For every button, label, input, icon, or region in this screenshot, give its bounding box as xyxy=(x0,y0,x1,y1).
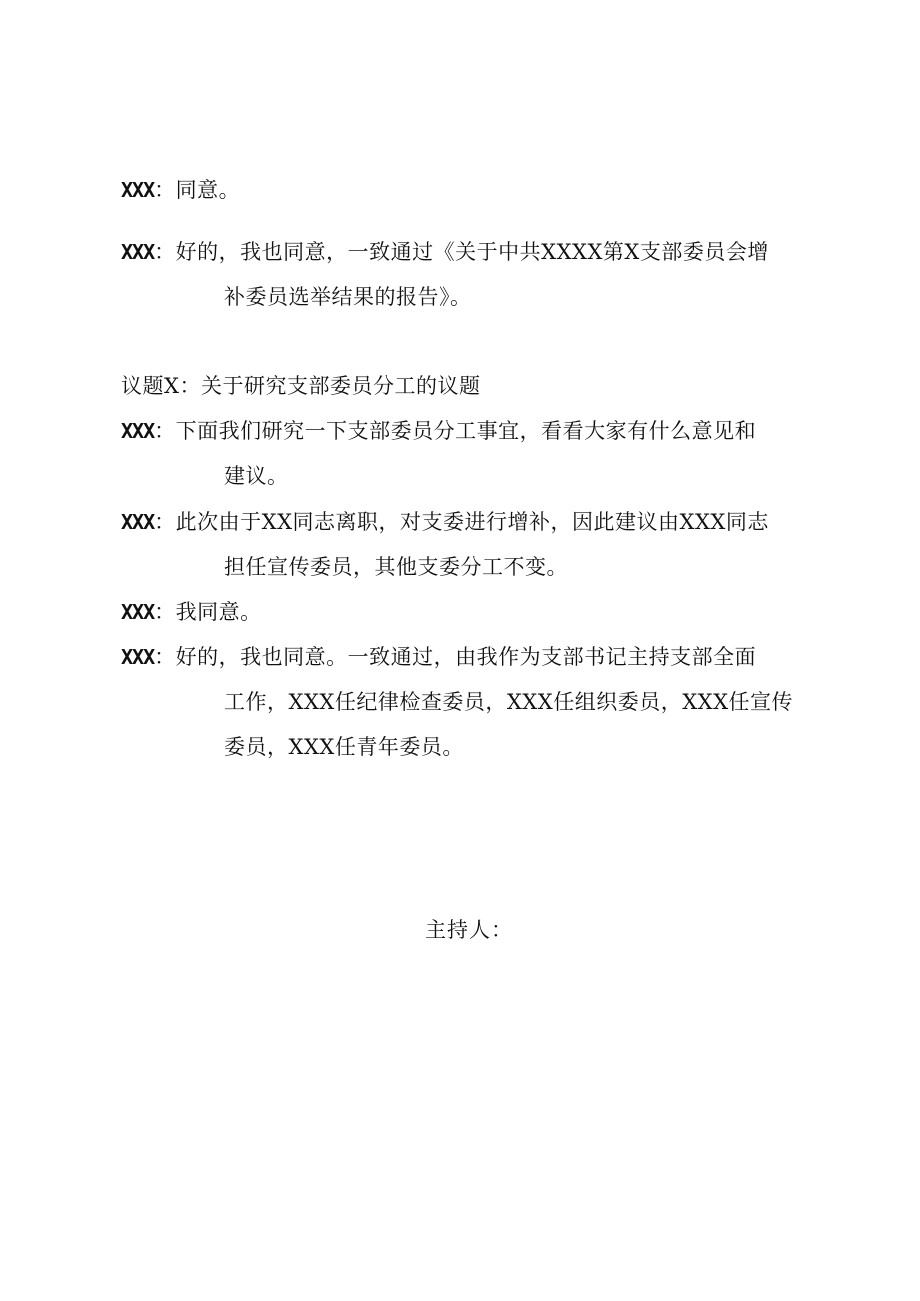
speaker-separator: ： xyxy=(154,240,176,264)
entry-text-continued: 担任宣传委员，其他支委分工不变。 xyxy=(224,555,568,579)
entry-text-continued: 补委员选举结果的报告》。 xyxy=(224,285,472,309)
speaker-name: XXX xyxy=(121,645,155,669)
speaker-name: XXX xyxy=(121,240,155,264)
agenda-heading: 议题X：关于研究支部委员分工的议题 xyxy=(121,374,481,398)
speaker-name: XXX xyxy=(121,600,155,624)
entry-text: 同意。 xyxy=(175,178,241,202)
speaker-separator: ： xyxy=(154,645,176,669)
entry-text: 此次由于XX同志离职，对支委进行增补，因此建议由XXX同志 xyxy=(175,510,769,534)
entry-text-continued: 工作，XXX任纪律检查委员，XXX任组织委员，XXX任宣传 xyxy=(224,690,794,714)
minutes-entry xyxy=(121,590,811,635)
entry-text: 下面我们研究一下支部委员分工事宜，看看大家有什么意见和 xyxy=(175,419,757,443)
speaker-name: XXX xyxy=(121,419,155,443)
speaker-name: XXX xyxy=(121,510,155,534)
speaker-separator: ： xyxy=(154,600,176,624)
entry-text: 我同意。 xyxy=(175,600,262,624)
speaker-separator: ： xyxy=(154,510,176,534)
host-signature-label: 主持人： xyxy=(425,918,513,942)
minutes-entry xyxy=(121,635,811,770)
minutes-entry xyxy=(121,500,811,590)
entry-text-continued: 委员，XXX任青年委员。 xyxy=(224,735,464,759)
entry-text-continued: 建议。 xyxy=(224,464,289,488)
entry-text: 好的，我也同意，一致通过《关于中共XXXX第X支部委员会增 xyxy=(175,240,769,264)
speaker-separator: ： xyxy=(154,419,176,443)
speaker-name: XXX xyxy=(121,178,155,202)
minutes-entry xyxy=(121,409,811,499)
entry-text: 好的，我也同意。一致通过，由我作为支部书记主持支部全面 xyxy=(175,645,757,669)
minutes-entry xyxy=(121,230,811,320)
speaker-separator: ： xyxy=(154,178,176,202)
minutes-entry xyxy=(121,168,811,213)
